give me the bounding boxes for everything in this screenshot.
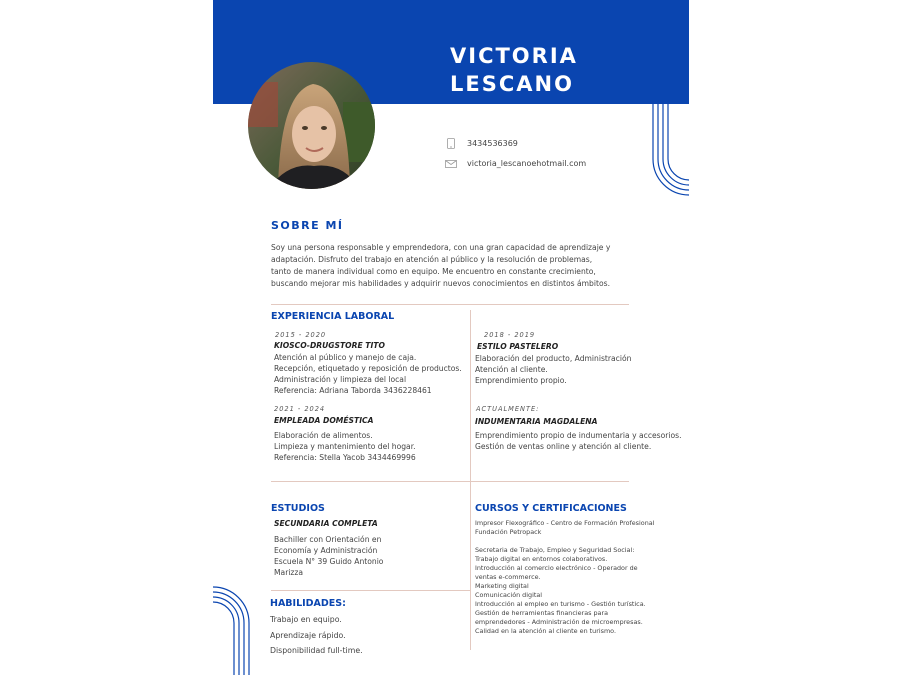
job-date: 2015 - 2020 bbox=[275, 331, 327, 339]
course-line: Calidad en la atención al cliente en turismo. bbox=[475, 627, 617, 635]
courses-block-1 bbox=[475, 519, 654, 537]
job-line: Elaboración del producto, Administración bbox=[475, 354, 632, 363]
course-line: Secretaria de Trabajo, Empleo y Seguridad Social: bbox=[475, 546, 635, 554]
divider bbox=[271, 590, 470, 591]
degree-description bbox=[274, 534, 383, 578]
job-title: ESTILO PASTELERO bbox=[477, 342, 559, 351]
divider bbox=[271, 481, 629, 482]
about-text bbox=[271, 242, 621, 290]
course-line: emprendedores - Administración de microempresas. bbox=[475, 618, 643, 626]
degree-line: Bachiller con Orientación en bbox=[274, 535, 382, 544]
course-line: Gestión de herramientas financieras para bbox=[475, 609, 608, 617]
job-line: Limpieza y mantenimiento del hogar. bbox=[274, 442, 416, 451]
job-line: Emprendimiento propio. bbox=[475, 376, 567, 385]
courses-title: CURSOS Y CERTIFICACIONES bbox=[475, 503, 627, 514]
last-name: LESCANO bbox=[450, 72, 574, 96]
course-line: ventas e-commerce. bbox=[475, 573, 541, 581]
job-line: Referencia: Adriana Taborda 3436228461 bbox=[274, 386, 432, 395]
divider bbox=[271, 304, 629, 305]
degree-line: Economía y Administración bbox=[274, 546, 378, 555]
job-title: INDUMENTARIA MAGDALENA bbox=[475, 417, 598, 426]
job-title: KIOSCO-DRUGSTORE TITO bbox=[274, 341, 385, 350]
job-line: Referencia: Stella Yacob 3434469996 bbox=[274, 453, 416, 462]
about-title: SOBRE MÍ bbox=[271, 219, 344, 232]
job-description bbox=[475, 353, 631, 386]
job-title: EMPLEADA DOMÉSTICA bbox=[274, 416, 374, 425]
phone-number[interactable]: 3434536369 bbox=[467, 139, 518, 148]
skills-title: HABILIDADES: bbox=[270, 598, 346, 609]
job-description bbox=[274, 352, 462, 396]
about-line: Soy una persona responsable y emprendedora, con una gran capacidad de aprendizaje y bbox=[271, 243, 611, 252]
about-line: tanto de manera individual como en equipo. Me encuentro en constante crecimiento, bbox=[271, 267, 596, 276]
course-line: Marketing digital bbox=[475, 582, 529, 590]
course-line: Comunicación digital bbox=[475, 591, 543, 599]
about-line: adaptación. Disfruto del trabajo en atención al público y la resolución de problemas, bbox=[271, 255, 593, 264]
skill-item: Trabajo en equipo. bbox=[270, 615, 342, 624]
email-row bbox=[445, 159, 586, 168]
job-description bbox=[475, 430, 682, 452]
experience-title: EXPERIENCIA LABORAL bbox=[271, 311, 395, 322]
job-line: Recepción, etiquetado y reposición de productos. bbox=[274, 364, 462, 373]
email-icon bbox=[445, 160, 457, 168]
job-date: ACTUALMENTE: bbox=[476, 405, 540, 413]
degree-title: SECUNDARIA COMPLETA bbox=[274, 519, 378, 528]
courses-block-2 bbox=[475, 546, 646, 636]
degree-line: Marizza bbox=[274, 568, 304, 577]
skill-item: Disponibilidad full-time. bbox=[270, 646, 363, 655]
course-line: Fundación Petropack bbox=[475, 528, 542, 536]
arc-decoration-top bbox=[649, 104, 689, 204]
course-line: Introducción al empleo en turismo - Gestión turística. bbox=[475, 600, 646, 608]
job-line: Gestión de ventas online y atención al cliente. bbox=[475, 442, 652, 451]
job-line: Atención al cliente. bbox=[475, 365, 548, 374]
column-divider bbox=[470, 310, 471, 650]
profile-photo bbox=[248, 62, 375, 189]
degree-line: Escuela N° 39 Guido Antonio bbox=[274, 557, 384, 566]
about-line: buscando mejorar mis habilidades y adquirir nuevos conocimientos en distintos ámbitos. bbox=[271, 279, 610, 288]
course-line: Impresor Flexográfico - Centro de Formación Profesional bbox=[475, 519, 655, 527]
course-line: Introducción al comercio electrónico - Operador de bbox=[475, 564, 638, 572]
job-date: 2021 - 2024 bbox=[274, 405, 326, 413]
phone-icon bbox=[445, 138, 457, 149]
first-name: VICTORIA bbox=[450, 44, 578, 68]
job-description bbox=[274, 430, 416, 463]
job-line: Atención al público y manejo de caja. bbox=[274, 353, 417, 362]
job-line: Administración y limpieza del local bbox=[274, 375, 407, 384]
job-line: Emprendimiento propio de indumentaria y accesorios. bbox=[475, 431, 682, 440]
job-date: 2018 - 2019 bbox=[484, 331, 536, 339]
job-line: Elaboración de alimentos. bbox=[274, 431, 373, 440]
phone-row bbox=[445, 138, 518, 149]
email-address[interactable]: victoria_lescanoehotmail.com bbox=[467, 159, 587, 168]
resume-page bbox=[213, 0, 689, 675]
education-title: ESTUDIOS bbox=[271, 503, 325, 514]
arc-decoration-bottom bbox=[213, 585, 253, 675]
full-name bbox=[450, 42, 578, 98]
skill-item: Aprendizaje rápido. bbox=[270, 631, 346, 640]
course-line: Trabajo digital en entornos colaborativos. bbox=[475, 555, 608, 563]
